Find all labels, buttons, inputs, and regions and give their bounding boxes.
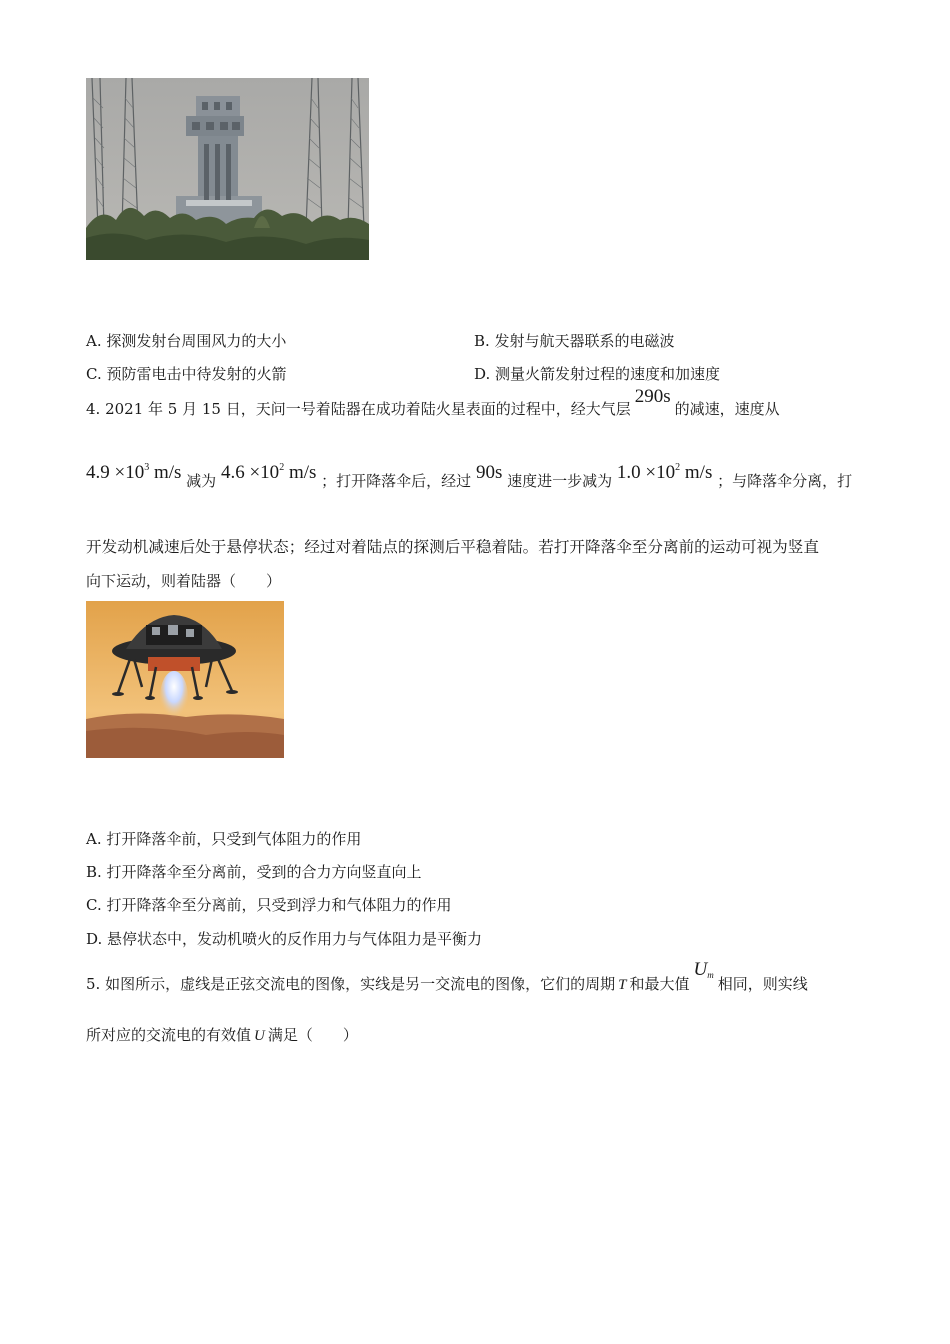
q4-time-90s: 90s [475, 462, 503, 483]
q3-option-a: A. 探测发射台周围风力的大小 [86, 332, 287, 350]
q4-text-separate: ；与降落伞分离，打 [717, 472, 853, 490]
q4-velocity-mid [221, 462, 321, 483]
q5-stem-line1 [86, 959, 808, 995]
q4-option-d: D. 悬停状态中，发动机喷火的反作用力与气体阻力是平衡力 [86, 930, 483, 948]
q5-um-sub: m [707, 970, 714, 980]
q4-velocity-final [617, 462, 717, 483]
q4-option-c: C. 打开降落伞至分离前，只受到浮力和气体阻力的作用 [86, 896, 452, 914]
q5-effective-U: U [254, 1028, 265, 1044]
launch-tower-illustration [86, 78, 369, 260]
q5-period-T: T [618, 977, 627, 993]
mars-lander-illustration [86, 601, 284, 758]
q4-velocity-initial [86, 462, 186, 483]
q4-stem-line2 [86, 462, 853, 492]
q5-line1-suffix: 相同，则实线 [717, 975, 808, 993]
q5-text-and: 和最大值 [629, 975, 690, 993]
q4-v3-mantissa: 1.0 ×10 [616, 462, 676, 483]
q5-max-value-Um [693, 959, 714, 980]
q4-option-b: B. 打开降落伞至分离前，受到的合力方向竖直向上 [86, 863, 422, 881]
q3-option-d: D. 测量火箭发射过程的速度和加速度 [474, 365, 721, 383]
q4-text-open: ；打开降落伞后，经过 [321, 472, 472, 490]
q4-option-a: A. 打开降落伞前，只受到气体阻力的作用 [86, 830, 362, 848]
q5-line2-prefix: 所对应的交流电的有效值 [86, 1026, 252, 1044]
q4-v2-unit: m/s [284, 462, 317, 483]
q4-v1-unit: m/s [149, 462, 182, 483]
q5-um-base: U [693, 959, 708, 980]
q5-stem-line2 [86, 1024, 358, 1045]
q4-time-290s: 290s [634, 386, 671, 407]
q4-line1-prefix: 4. 2021 年 5 月 15 日，天问一号着陆器在成功着陆火星表面的过程中，经大气层 [86, 400, 631, 418]
q4-text-further: 速度进一步减为 [507, 472, 613, 490]
q4-v1-mantissa: 4.9 ×10 [86, 462, 145, 483]
q4-v2-mantissa: 4.6 ×10 [220, 462, 280, 483]
q5-line1-prefix: 5. 如图所示，虚线是正弦交流电的图像，实线是另一交流电的图像，它们的周期 [86, 975, 616, 993]
q3-option-b: B. 发射与航天器联系的电磁波 [474, 332, 675, 350]
q4-v3-exponent: 2 [675, 462, 681, 473]
launch-tower-photo [86, 78, 369, 260]
q4-stem-line1 [86, 386, 780, 420]
q4-text-reduce: 减为 [186, 472, 217, 490]
q4-stem-line4: 向下运动，则着陆器（ ） [86, 572, 282, 590]
mars-lander-photo [86, 601, 284, 758]
q4-line1-suffix: 的减速，速度从 [674, 400, 780, 418]
q4-v3-unit: m/s [680, 462, 713, 483]
q5-line2-suffix: 满足（ ） [267, 1026, 358, 1044]
q4-stem-line3: 开发动机减速后处于悬停状态；经过对着陆点的探测后平稳着陆。若打开降落伞至分离前的运动可视为竖直 [86, 538, 819, 556]
q3-option-c: C. 预防雷电击中待发射的火箭 [86, 365, 287, 383]
q4-v1-exponent: 3 [144, 462, 150, 473]
q4-v2-exponent: 2 [279, 462, 285, 473]
